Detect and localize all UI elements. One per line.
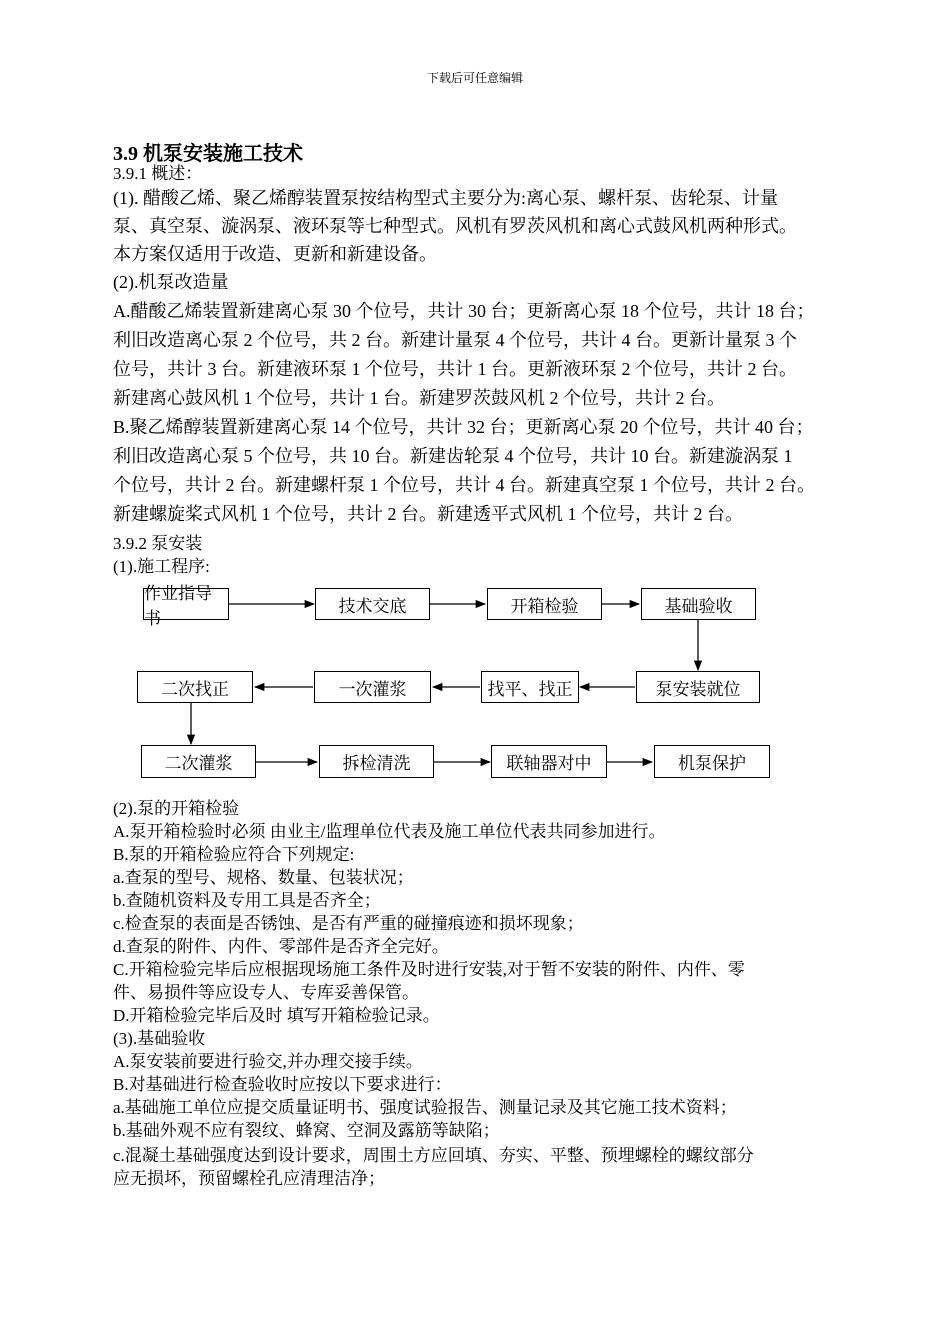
foundation-line: B.对基础进行检查验收时应按以下要求进行： [113,1075,452,1094]
pump-install-heading: 3.9.2 泵安装 [113,534,203,553]
retrofit-a-line: 位号，共计 3 台。新建液环泵 1 个位号，共计 1 台。更新液环泵 2 个位号，共计 2 台。 [113,359,797,379]
unpacking-heading: (2).泵的开箱检验 [113,799,240,818]
flow-step-foundation: 基础验收 [641,588,756,620]
foundation-line: a.基础施工单位应提交质量证明书、强度试验报告、测量记录及其它施工技术资料； [113,1098,737,1117]
flow-step-second-alignment: 二次找正 [137,671,253,703]
unpacking-line: B.泵的开箱检验应符合下列规定: [113,845,355,864]
flow-step-first-grouting: 一次灌浆 [314,671,431,703]
flow-step-briefing: 技术交底 [315,588,430,620]
retrofit-b-line: B.聚乙烯醇装置新建离心泵 14 个位号，共计 32 台；更新离心泵 20 个位号，共计 40 台； [113,417,814,437]
unpacking-line: b.查随机资料及专用工具是否齐全； [113,891,381,910]
foundation-heading: (3).基础验收 [113,1029,206,1048]
foundation-line: b.基础外观不应有裂纹、蜂窝、空洞及露筋等缺陷； [113,1121,500,1140]
flow-step-leveling: 找平、找正 [481,671,579,703]
procedure-heading: (1).施工程序: [113,557,210,576]
flow-step-cleaning: 拆检清洗 [319,745,434,778]
flow-step-unpacking: 开箱检验 [487,588,602,620]
retrofit-a-line: 新建离心鼓风机 1 个位号，共计 1 台。新建罗茨鼓风机 2 个位号，共计 2 台。 [113,388,725,408]
flow-step-second-grouting: 二次灌浆 [141,745,256,778]
foundation-line: 应无损坏，预留螺栓孔应清理洁净； [113,1169,385,1188]
unpacking-line: C.开箱检验完毕后应根据现场施工条件及时进行安装,对于暂不安装的附件、内件、零 [113,960,745,979]
unpacking-line: D.开箱检验完毕后及时 填写开箱检验记录。 [113,1006,440,1025]
section-title: 3.9 机泵安装施工技术 [113,143,303,165]
unpacking-line: c.检查泵的表面是否锈蚀、是否有严重的碰撞痕迹和损坏现象； [113,914,584,933]
overview-p1-line: 泵、真空泵、漩涡泵、液环泵等七种型式。风机有罗茨风机和离心式鼓风机两种形式。 [113,216,797,236]
retrofit-heading: (2).机泵改造量 [113,272,229,292]
header-note: 下载后可任意编辑 [426,71,523,85]
unpacking-line: a.查泵的型号、规格、数量、包装状况； [113,868,414,887]
flow-step-protection: 机泵保护 [654,745,770,778]
unpacking-line: d.查泵的附件、内件、零部件是否齐全完好。 [113,937,449,956]
overview-heading: 3.9.1 概述： [113,164,203,183]
foundation-line: c.混凝土基础强度达到设计要求，周围土方应回填、夯实、平整、预埋螺栓的螺纹部分 [113,1146,754,1165]
unpacking-line: A.泵开箱检验时必须 由业主/监理单位代表及施工单位代表共同参加进行。 [113,822,666,841]
flow-step-pump-placement: 泵安装就位 [636,671,760,703]
retrofit-b-line: 个位号，共计 2 台。新建螺杆泵 1 个位号，共计 4 台。新建真空泵 1 个位号，共计 2 台。 [113,475,815,495]
retrofit-b-line: 利旧改造离心泵 5 个位号，共 10 台。新建齿轮泵 4 个位号，共计 10 台。新建漩涡泵 1 [113,446,793,466]
retrofit-a-line: A.醋酸乙烯装置新建离心泵 30 个位号，共计 30 台；更新离心泵 18 个位号，共计 18 台； [113,301,815,321]
retrofit-a-line: 利旧改造离心泵 2 个位号，共 2 台。新建计量泵 4 个位号，共计 4 台。更新计量泵 3 个 [113,330,797,350]
overview-p1-line: (1). 醋酸乙烯、聚乙烯醇装置泵按结构型式主要分为:离心泵、螺杆泵、齿轮泵、计量 [113,188,778,208]
retrofit-b-line: 新建螺旋桨式风机 1 个位号，共计 2 台。新建透平式风机 1 个位号，共计 2 台。 [113,504,743,524]
flow-step-guide: 作业指导书 [143,588,229,620]
unpacking-line: 件、易损件等应设专人、专库妥善保管。 [113,983,419,1002]
flow-step-coupling-alignment: 联轴器对中 [491,745,607,778]
foundation-line: A.泵安装前要进行验交,并办理交接手续。 [113,1052,423,1071]
overview-p1-line: 本方案仅适用于改造、更新和新建设备。 [113,244,437,264]
